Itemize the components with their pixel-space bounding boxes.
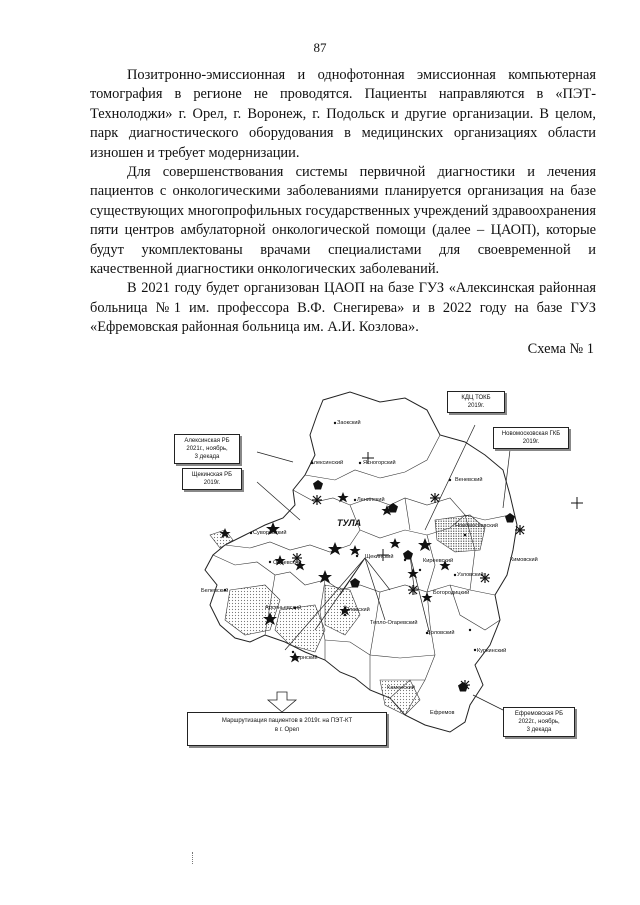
place-label: Ясногорский <box>363 460 396 466</box>
page-number: 87 <box>313 40 327 55</box>
callout-line: 2019г. <box>203 480 221 486</box>
callout-kdc <box>447 391 505 413</box>
scan-mark <box>192 852 194 864</box>
place-label: Чернский <box>293 655 318 661</box>
place-label: Белевский <box>201 588 229 594</box>
place-label: Каменский <box>387 685 415 691</box>
callout-line: 3 декада <box>526 727 552 733</box>
place-label: Воловский <box>427 630 455 636</box>
callout-line: КДЦ ТОКБ <box>461 395 491 401</box>
callout-schekino <box>182 468 242 490</box>
routing-note-line: Маршрутизация пациентов в 2019г. на ПЭТ-КТ <box>221 718 353 724</box>
paragraph: Позитронно-эмиссионная и однофотонная эмиссионная компьютерная томография в регионе не проводятся. Пациенты направляются в «ПЭТ-Технолоджи» г. Орел, г. Воронеж, г. Подольск и другие организации. В целом, парк диагностического оборудования в медицинских организациях области изношен и требует модернизации. <box>90 67 596 161</box>
callout-line: 3 декада <box>194 454 220 460</box>
routing-note-box <box>187 712 387 746</box>
place-label: Одоевский <box>273 560 302 566</box>
callout-line: Алексинская РБ <box>184 438 230 444</box>
place-label: Ефремов <box>430 710 455 716</box>
place-label: Арсеньевский <box>265 605 302 611</box>
callout-line: Ефремовская РБ <box>514 711 564 717</box>
place-label: Богородицкий <box>433 590 470 596</box>
callout-efremov <box>503 707 575 737</box>
body-text <box>90 66 596 338</box>
place-label: Щекинский <box>365 554 394 560</box>
place-label: Суворовский <box>253 530 287 536</box>
callout-line: 2019г. <box>522 439 540 445</box>
place-label: Тепло-Огаревский <box>370 620 418 626</box>
map-label-tula: ТУЛА <box>337 518 362 528</box>
callout-line: 2021г., ноябрь, <box>186 446 228 452</box>
place-label: Плавский <box>345 607 370 613</box>
place-label: Узловский <box>457 572 484 578</box>
callout-line: 2019г. <box>467 403 485 409</box>
region-border <box>205 392 517 732</box>
place-label: Алексинский <box>310 460 344 466</box>
callout-line: Новомосковская ГКБ <box>501 431 561 437</box>
routing-note-line: в г. Орел <box>274 727 300 733</box>
place-label: Веневский <box>455 477 483 483</box>
place-label: Кимовский <box>510 557 538 563</box>
paragraph: Для совершенствования системы первичной диагностики и лечения пациентов с онкологическими заболеваниями планируется организация на базе существующих многопрофильных государственных учреждений здравоохранения пяти центров амбулаторной онкологической помощи (далее – ЦАОП), которые будут укомплектованы врачами специалистами для своевременной и качественной диагностики онкологических заболеваний. <box>90 164 596 278</box>
place-label: Ленинский <box>357 497 385 503</box>
place-label: Куркинский <box>477 648 507 654</box>
place-label: Заокский <box>337 420 361 426</box>
paragraph: В 2021 году будет организован ЦАОП на базе ГУЗ «Алексинская районная больница №1 им. профессора В.Ф. Снегирева» и в 2022 году на базе ГУЗ «Ефремовская районная больница им. А.И. Козлова». <box>90 280 596 336</box>
callout-aleksin <box>174 434 240 464</box>
scheme-title: Схема № 1 <box>527 341 594 357</box>
place-label: Киреевский <box>423 558 454 564</box>
callout-novomoskovsk <box>493 427 569 449</box>
callout-line: Щекинская РБ <box>191 472 233 478</box>
region-map <box>165 380 595 750</box>
callout-line: 2022г., ноябрь, <box>518 719 560 725</box>
place-label: Новомосковский <box>455 523 498 529</box>
